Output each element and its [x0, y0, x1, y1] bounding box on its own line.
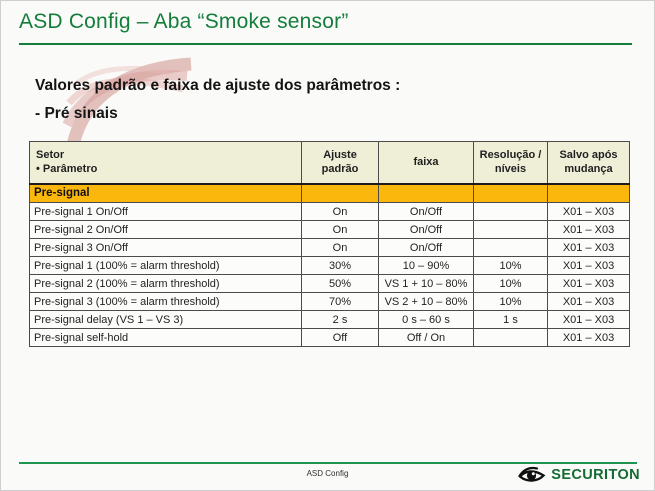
securiton-logo [517, 466, 640, 484]
col-header-salvo-apos-mudanca [548, 142, 630, 184]
cell-resolucao: 10% [474, 293, 548, 311]
cell-parameter: Pre-signal self-hold [30, 329, 302, 347]
header-line: Ajuste [323, 149, 357, 162]
cell-ajuste: 2 s [302, 311, 379, 329]
cell-salvo: X01 – X03 [548, 239, 630, 257]
cell-parameter: Pre-signal 1 (100% = alarm threshold) [30, 257, 302, 275]
cell-faixa: VS 2 + 10 – 80% [379, 293, 474, 311]
cell-salvo: X01 – X03 [548, 311, 630, 329]
section-row-cell [548, 184, 630, 203]
header-line: Resolução / [479, 149, 542, 162]
col-header-faixa [379, 142, 474, 184]
parameters-table [29, 141, 630, 347]
cell-parameter: Pre-signal delay (VS 1 – VS 3) [30, 311, 302, 329]
eye-icon [517, 466, 547, 484]
cell-ajuste: 70% [302, 293, 379, 311]
header-line: Setor [36, 149, 65, 162]
table-header-row [30, 142, 630, 184]
table-row [30, 293, 630, 311]
col-header-ajuste-padrao [302, 142, 379, 184]
cell-resolucao: 10% [474, 275, 548, 293]
section-row-cell [474, 184, 548, 203]
cell-faixa: 0 s – 60 s [379, 311, 474, 329]
header-line: faixa [413, 156, 439, 169]
page-title: ASD Config – Aba “Smoke sensor” [19, 10, 349, 33]
cell-ajuste: Off [302, 329, 379, 347]
cell-faixa: VS 1 + 10 – 80% [379, 275, 474, 293]
cell-parameter: Pre-signal 2 On/Off [30, 221, 302, 239]
header-line: mudança [564, 163, 613, 176]
table-row [30, 221, 630, 239]
cell-salvo: X01 – X03 [548, 203, 630, 221]
cell-parameter: Pre-signal 2 (100% = alarm threshold) [30, 275, 302, 293]
cell-ajuste: 30% [302, 257, 379, 275]
cell-faixa: On/Off [379, 203, 474, 221]
cell-faixa: Off / On [379, 329, 474, 347]
table-row [30, 311, 630, 329]
section-row-pre-signal [30, 184, 630, 203]
brand-name: SECURITON [551, 467, 640, 483]
cell-salvo: X01 – X03 [548, 275, 630, 293]
header-line: Salvo após [559, 149, 618, 162]
cell-ajuste: On [302, 203, 379, 221]
header-line: • Parâmetro [36, 163, 98, 176]
cell-salvo: X01 – X03 [548, 221, 630, 239]
table-row [30, 257, 630, 275]
cell-faixa: On/Off [379, 221, 474, 239]
cell-resolucao [474, 203, 548, 221]
cell-resolucao: 1 s [474, 311, 548, 329]
table-row [30, 275, 630, 293]
col-header-resolucao-niveis [474, 142, 548, 184]
cell-salvo: X01 – X03 [548, 329, 630, 347]
cell-resolucao [474, 329, 548, 347]
cell-parameter: Pre-signal 1 On/Off [30, 203, 302, 221]
header-line: níveis [494, 163, 527, 176]
cell-resolucao: 10% [474, 257, 548, 275]
section-label: Pre-signal [30, 184, 302, 203]
col-header-setor-parametro [30, 142, 302, 184]
cell-ajuste: 50% [302, 275, 379, 293]
footer-label: ASD Config [306, 469, 349, 478]
title-divider [19, 43, 632, 45]
cell-salvo: X01 – X03 [548, 257, 630, 275]
cell-parameter: Pre-signal 3 (100% = alarm threshold) [30, 293, 302, 311]
cell-faixa: 10 – 90% [379, 257, 474, 275]
cell-ajuste: On [302, 221, 379, 239]
table-row [30, 203, 630, 221]
subtitle-line-2: - Pré sinais [35, 105, 118, 122]
cell-faixa: On/Off [379, 239, 474, 257]
slide-subtitle [35, 72, 400, 128]
cell-resolucao [474, 239, 548, 257]
header-line: padrão [321, 163, 359, 176]
table-row [30, 239, 630, 257]
subtitle-line-1: Valores padrão e faixa de ajuste dos parâmetros : [35, 77, 401, 94]
cell-ajuste: On [302, 239, 379, 257]
cell-salvo: X01 – X03 [548, 293, 630, 311]
footer-divider [19, 462, 637, 464]
cell-parameter: Pre-signal 3 On/Off [30, 239, 302, 257]
cell-resolucao [474, 221, 548, 239]
section-row-cell [379, 184, 474, 203]
table-row [30, 329, 630, 347]
section-row-cell [302, 184, 379, 203]
